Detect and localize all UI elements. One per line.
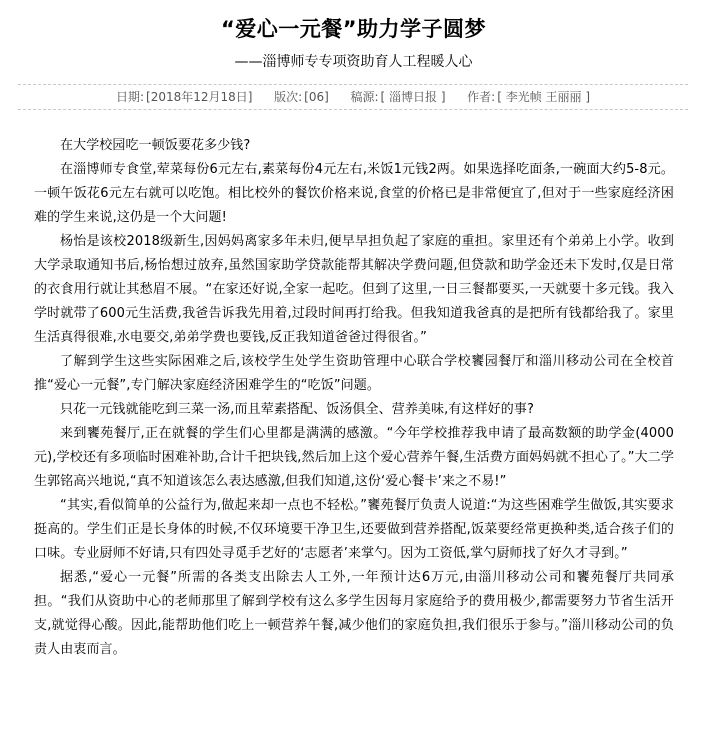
paragraph: “其实,看似简单的公益行为,做起来却一点也不轻松。”饔苑餐厅负责人说道:“为这些困难学生做饭,其实要求挺高的。学生们正是长身体的时候,不仅环境要干净卫生,还要做到营养搭配,饭菜要经常更换种类,适合孩子们的口味。专业厨师不好请,只有四处寻觅手艺好的‘志愿者’来掌勺。因为工资低,掌勺厨师找了好久才寻到。” xyxy=(34,498,674,561)
article-body xyxy=(34,134,674,662)
article-subtitle: ——淄博师专专项资助育人工程暖人心 xyxy=(234,54,473,70)
author-value: [ 李光帧 王丽丽 ] xyxy=(497,90,591,104)
paragraph: 在大学校园吃一顿饭要花多少钱? xyxy=(60,138,251,153)
paragraph: 来到饔苑餐厅,正在就餐的学生们心里都是满满的感激。“今年学校推荐我申请了最高数额的助学金(4000元),学校还有多项临时困难补助,合计千把块钱,然后加上这个爱心营养午餐,生活费方面妈妈就不担心了。”大二学生郭铭高兴地说,“真不知道该怎么表达感激,但我们知道,这份‘爱心餐卡’来之不易!” xyxy=(34,426,674,489)
edition-label: 版次: xyxy=(274,90,303,104)
source-label: 稿源: xyxy=(350,90,379,104)
edition-value: [06] xyxy=(304,90,329,104)
author-label: 作者: xyxy=(467,90,496,104)
paragraph: 杨怡是该校2018级新生,因妈妈离家多年未归,便早早担负起了家庭的重担。家里还有个弟弟上小学。收到大学录取通知书后,杨怡想过放弃,虽然国家助学贷款能帮其解决学费问题,但贷款和助学金还未下发时,仅是日常的衣食用行就让其愁眉不展。“在家还好说,全家一起吃。但到了这里,一日三餐都要买,一天就要十多元钱。我入学时就带了600元生活费,我爸告诉我先用着,过段时间再打给我。但我知道我爸真的是把所有钱都给我了。家里生活真得很难,水电要交,弟弟学费也要钱,反正我知道爸爸过得很省。” xyxy=(34,234,674,345)
paragraph: 在淄博师专食堂,荤菜每份6元左右,素菜每份4元左右,米饭1元钱2两。如果选择吃面条,一碗面大约5-8元。一顿午饭花6元左右就可以吃饱。相比校外的餐饮价格来说,食堂的价格已是非常便宜了,但对于一些家庭经济困难的学生来说,这仍是一个大问题! xyxy=(34,162,674,225)
article-meta-bar xyxy=(18,84,688,110)
date-value: [2018年12月18日] xyxy=(146,90,253,104)
source-value: [ 淄博日报 ] xyxy=(380,90,446,104)
paragraph: 据悉,“爱心一元餐”所需的各类支出除去人工外,一年预计达6万元,由淄川移动公司和饔苑餐厅共同承担。“我们从资助中心的老师那里了解到学校有这么多学生因每月家庭给予的费用极少,都需要努力节省生活开支,就觉得心酸。因此,能帮助他们吃上一顿营养午餐,减少他们的家庭负担,我们很乐于参与。”淄川移动公司的负责人由衷而言。 xyxy=(34,570,674,657)
date-label: 日期: xyxy=(115,90,145,104)
article-title: “爱心一元餐”助力学子圆梦 xyxy=(220,17,487,41)
paragraph: 了解到学生这些实际困难之后,该校学生处学生资助管理中心联合学校饔园餐厅和淄川移动公司在全校首推“爱心一元餐”,专门解决家庭经济困难学生的“吃饭”问题。 xyxy=(34,354,674,393)
paragraph: 只花一元钱就能吃到三菜一汤,而且荤素搭配、饭汤俱全、营养美味,有这样好的事? xyxy=(60,402,534,417)
